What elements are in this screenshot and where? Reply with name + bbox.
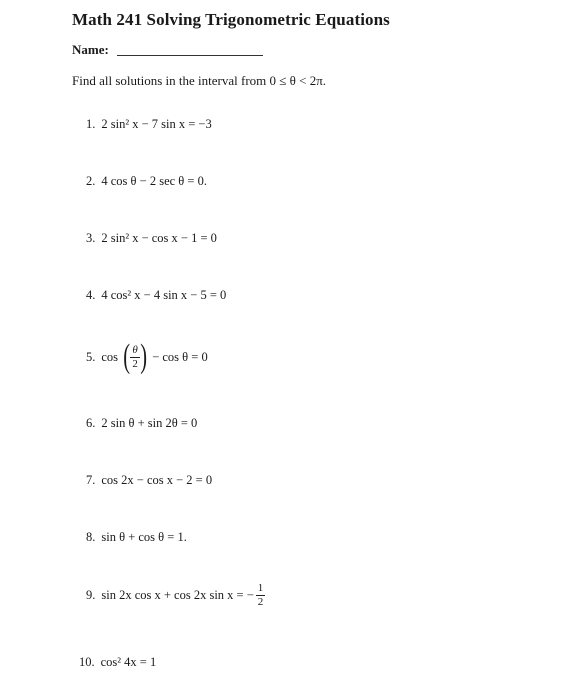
problem-number: 2.: [86, 174, 96, 188]
problem-equation: 2 sin² x − cos x − 1 = 0: [101, 231, 217, 245]
instructions: Find all solutions in the interval from 0 ≤ θ < 2π.: [72, 73, 327, 88]
problem-function: cos: [101, 349, 119, 364]
left-paren: (: [123, 338, 131, 375]
problem-10: [79, 655, 156, 670]
problem-equation: 2 sin θ + sin 2θ = 0: [101, 416, 198, 430]
fraction: [256, 582, 266, 609]
problem-7: [86, 473, 212, 488]
problem-6: [86, 416, 197, 431]
problem-8: [86, 530, 187, 545]
problem-number: 5.: [86, 349, 96, 364]
page-title: Math 241 Solving Trigonometric Equations: [72, 10, 390, 29]
problem-equation: 4 cos θ − 2 sec θ = 0.: [101, 174, 207, 188]
name-label: Name:: [72, 42, 109, 57]
fraction: [130, 344, 140, 371]
problem-number: 3.: [86, 231, 96, 245]
problem-3: [86, 231, 217, 246]
fraction-numerator: θ: [132, 343, 138, 356]
problem-equation: 4 cos² x − 4 sin x − 5 = 0: [101, 288, 227, 302]
right-paren: ): [140, 338, 147, 375]
problem-2: [86, 174, 207, 189]
fraction-denominator: 2: [132, 357, 138, 370]
problem-equation: sin θ + cos θ = 1.: [101, 530, 187, 544]
problem-number: 7.: [86, 473, 96, 487]
problem-number: 6.: [86, 416, 96, 430]
problem-1: [86, 117, 212, 132]
problem-equation: cos 2x − cos x − 2 = 0: [101, 473, 213, 487]
name-blank-line: [117, 55, 263, 56]
problem-number: 10.: [79, 655, 95, 669]
problem-number: 1.: [86, 117, 96, 131]
problem-number: 8.: [86, 530, 96, 544]
problem-equation: 2 sin² x − 7 sin x = −3: [101, 117, 212, 131]
problem-equation-rest: − cos θ = 0: [152, 349, 208, 364]
problem-5: [86, 340, 208, 374]
fraction-denominator: 2: [257, 596, 264, 608]
problem-equation: sin 2x cos x + cos 2x sin x = −: [101, 588, 254, 602]
problem-number: 4.: [86, 288, 96, 302]
problem-4: [86, 288, 226, 303]
problem-equation: cos² 4x = 1: [100, 655, 157, 669]
problem-number: 9.: [86, 588, 96, 602]
problem-9: [86, 582, 265, 609]
fraction-numerator: 1: [257, 582, 264, 594]
